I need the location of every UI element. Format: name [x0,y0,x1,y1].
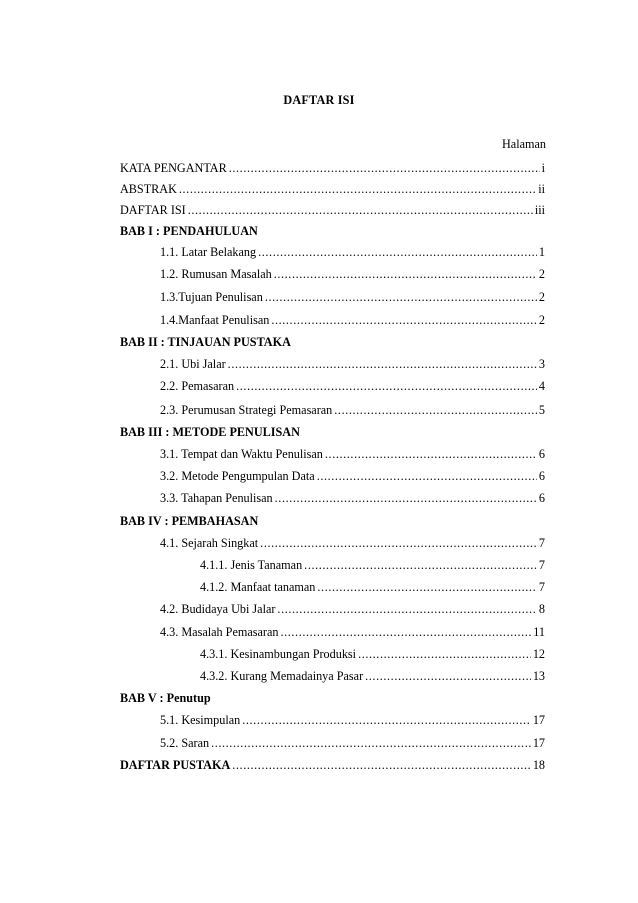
toc-entry-page: 11 [533,625,545,639]
toc-entry-page: 5 [538,403,545,417]
toc-entry-1-2 [160,266,545,283]
toc-entry-label: 2.2. Pemasaran [160,379,235,393]
toc-entry-label: 4.1.2. Manfaat tanaman [200,580,316,594]
toc-entry-page: 6 [538,469,545,483]
toc-entry-4-1 [160,535,545,552]
toc-entry-page: 17 [532,713,545,727]
toc-entry-page: 12 [532,647,545,661]
toc-leader-dots [229,160,540,177]
toc-leader-dots [275,490,537,507]
toc-entry-label: 1.4.Manfaat Penulisan [160,313,270,327]
toc-chapter-heading: BAB IV : PEMBAHASAN [120,514,259,528]
toc-entry-5-1 [160,712,545,729]
toc-entry-label: 3.2. Metode Pengumpulan Data [160,469,315,483]
toc-entry-page: 2 [538,267,545,281]
toc-entry-abstrak [120,181,545,198]
toc-entry-2-1 [160,356,545,373]
toc-leader-dots [232,757,531,774]
toc-entry-4-3 [160,624,545,641]
toc-entry-label: 1.1. Latar Belakang [160,245,257,259]
toc-entry-label: 5.2. Saran [160,736,210,750]
toc-entry-label: ABSTRAK [120,182,177,196]
toc-entry-page: 1 [538,245,545,259]
toc-leader-dots [317,579,537,596]
toc-leader-dots [358,646,531,663]
toc-entry-label: 1.2. Rumusan Masalah [160,267,272,281]
toc-leader-dots [334,402,537,419]
toc-entry-label: 3.1. Tempat dan Waktu Penulisan [160,447,323,461]
toc-entry-1-4 [160,312,545,329]
toc-leader-dots [274,266,537,283]
toc-entry-4-1-2 [200,579,545,596]
toc-entry-page: 8 [538,602,545,616]
toc-leader-dots [280,624,531,641]
toc-entry-4-3-2 [200,668,545,685]
toc-entry-label: KATA PENGANTAR [120,161,227,175]
toc-entry-page: iii [534,203,545,217]
toc-entry-kata-pengantar [120,160,545,177]
toc-leader-dots [365,668,531,685]
toc-leader-dots [325,446,537,463]
toc-entry-4-1-1 [200,557,545,574]
toc-entry-label: 4.3.2. Kurang Memadainya Pasar [200,669,364,683]
toc-leader-dots [188,202,533,219]
toc-entry-label: DAFTAR ISI [120,203,186,217]
toc-entry-page: 4 [538,379,545,393]
toc-entry-page: 7 [538,558,545,572]
toc-entry-label: 4.1.1. Jenis Tanaman [200,558,303,572]
toc-entry-label: 4.3.1. Kesinambungan Produksi [200,647,357,661]
toc-leader-dots [304,557,537,574]
toc-entry-page: 7 [538,536,545,550]
toc-entry-page: 18 [532,758,545,772]
toc-entry-label: 4.1. Sejarah Singkat [160,536,259,550]
toc-entry-2-3 [160,402,545,419]
toc-leader-dots [236,378,537,395]
toc-entry-label: 4.2. Budidaya Ubi Jalar [160,602,276,616]
toc-entry-page: 6 [538,447,545,461]
toc-entry-label: 4.3. Masalah Pemasaran [160,625,279,639]
toc-entry-4-3-1 [200,646,545,663]
toc-entry-page: 2 [538,290,545,304]
toc-entry-label: 5.1. Kesimpulan [160,713,241,727]
toc-leader-dots [242,712,531,729]
toc-leader-dots [258,244,537,261]
toc-entry-2-2 [160,378,545,395]
toc-entry-page: ii [538,182,545,196]
toc-leader-dots [260,535,537,552]
toc-entry-5-2 [160,735,545,752]
toc-entry-label: 3.3. Tahapan Penulisan [160,491,273,505]
toc-leader-dots [271,312,537,329]
toc-leader-dots [265,289,537,306]
toc-leader-dots [228,356,537,373]
toc-entry-3-2 [160,468,545,485]
toc-entry-page: 3 [538,357,545,371]
toc-entry-label: 2.3. Perumusan Strategi Pemasaran [160,403,333,417]
toc-entry-daftar-pustaka [120,757,545,774]
toc-entry-page: 6 [538,491,545,505]
toc-entry-page: 7 [538,580,545,594]
page-title: DAFTAR ISI [283,93,355,107]
page-column-header: Halaman [502,137,546,151]
toc-entry-daftar-isi [120,202,545,219]
toc-entry-label: 1.3.Tujuan Penulisan [160,290,263,304]
toc-entry-1-1 [160,244,545,261]
toc-chapter-heading: BAB III : METODE PENULISAN [120,425,300,439]
toc-leader-dots [211,735,531,752]
toc-entry-page: 17 [532,736,545,750]
toc-entry-page: 2 [538,313,545,327]
toc-entry-1-3 [160,289,545,306]
toc-entry-label: 2.1. Ubi Jalar [160,357,226,371]
toc-entry-3-3 [160,490,545,507]
toc-entry-label: DAFTAR PUSTAKA [120,758,231,772]
toc-chapter-heading: BAB V : Penutup [120,691,211,705]
toc-entry-4-2 [160,601,545,618]
toc-leader-dots [317,468,537,485]
toc-chapter-heading: BAB II : TINJAUAN PUSTAKA [120,335,291,349]
toc-leader-dots [179,181,536,198]
toc-chapter-heading: BAB I : PENDAHULUAN [120,224,258,238]
toc-entry-3-1 [160,446,545,463]
toc-entry-page: i [541,161,545,175]
toc-leader-dots [277,601,536,618]
toc-entry-page: 13 [532,669,545,683]
